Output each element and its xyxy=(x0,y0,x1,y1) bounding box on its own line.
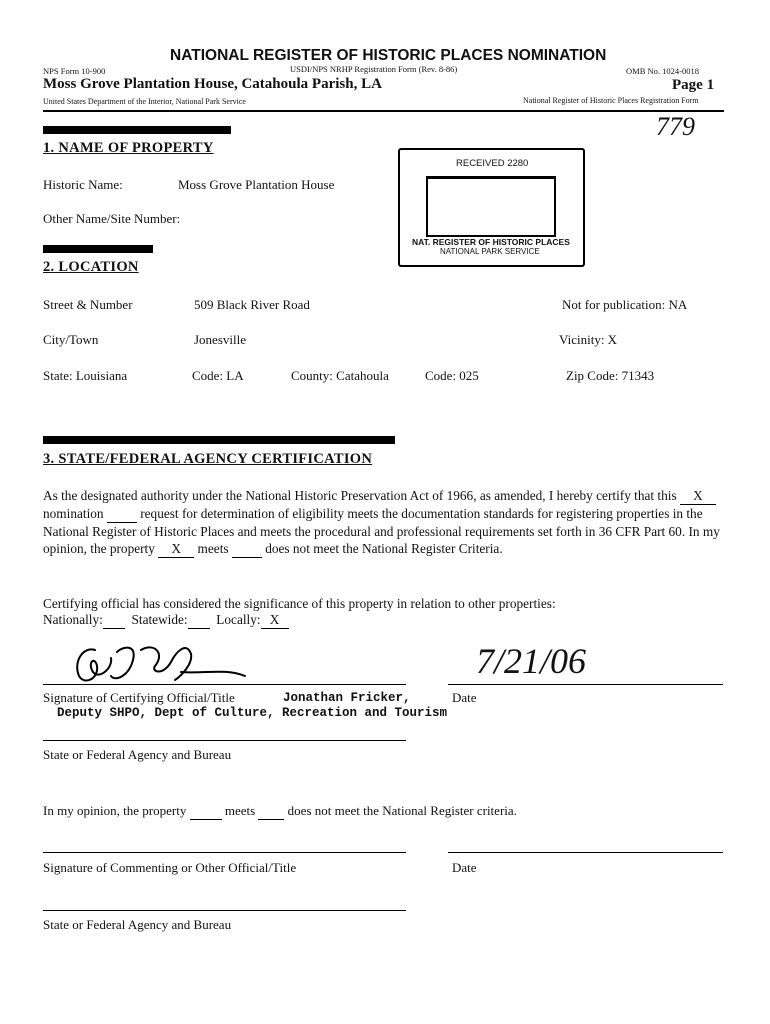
nationally-blank xyxy=(103,612,125,629)
commenting-label: Signature of Commenting or Other Official/Title xyxy=(43,860,297,875)
stamp-line2: NATIONAL PARK SERVICE xyxy=(440,247,540,256)
publication-status: Not for publication: NA xyxy=(562,297,688,312)
document-title: NATIONAL REGISTER OF HISTORIC PLACES NOMINATION xyxy=(170,47,607,64)
opinion-text-c: does not meet the National Register criteria. xyxy=(284,803,517,818)
statewide-label: Statewide: xyxy=(131,612,188,627)
stamp-inner-box xyxy=(426,176,556,237)
para-text-b: nomination xyxy=(43,506,107,521)
nomination-mark: X xyxy=(680,487,716,505)
section3-bar xyxy=(43,436,395,444)
commenting-date-label: Date xyxy=(452,860,477,875)
section3-heading: 3. STATE/FEDERAL AGENCY CERTIFICATION xyxy=(43,451,373,467)
handwritten-number: 779 xyxy=(656,112,695,141)
historic-name-label: Historic Name: xyxy=(43,177,123,192)
state-field: State: Louisiana xyxy=(43,368,128,383)
para-text-e: does not meet the National Register Criteria. xyxy=(261,541,503,556)
county-code: Code: 025 xyxy=(425,368,479,383)
vicinity: Vicinity: X xyxy=(559,332,618,347)
agency-label-2: State or Federal Agency and Bureau xyxy=(43,917,232,932)
meets-mark: X xyxy=(158,540,194,558)
opinion-text-b: meets xyxy=(221,803,259,818)
handwritten-date: 7/21/06 xyxy=(476,641,587,681)
request-blank xyxy=(107,505,137,523)
opinion-text-a: In my opinion, the property xyxy=(43,803,190,818)
stamp-received: RECEIVED 2280 xyxy=(456,158,529,169)
handwritten-signature xyxy=(55,632,255,692)
opinion-not-meet-blank xyxy=(258,803,284,820)
nationally-label: Nationally: xyxy=(43,612,103,627)
state-code: Code: LA xyxy=(192,368,244,383)
agency-line-2 xyxy=(43,910,406,911)
property-heading: Moss Grove Plantation House, Catahoula Parish, LA xyxy=(43,76,382,92)
city-value: Jonesville xyxy=(194,332,246,347)
section2-heading: 2. LOCATION xyxy=(43,259,139,275)
para-text-d: meets xyxy=(194,541,232,556)
opinion-line xyxy=(43,803,517,820)
agency-label: State or Federal Agency and Bureau xyxy=(43,747,232,762)
city-label: City/Town xyxy=(43,332,99,347)
received-stamp xyxy=(398,148,585,267)
significance-levels xyxy=(43,612,289,629)
zip-code: Zip Code: 71343 xyxy=(566,368,655,383)
official-name: Jonathan Fricker, xyxy=(283,691,411,705)
form-number: NPS Form 10-900 xyxy=(43,66,106,76)
locally-label: Locally: xyxy=(216,612,261,627)
para-text-c: request for determination of eligibility meets the documentation standards for registering properties in the National Register of Historic Places and meets the procedural and professional requirements set forth in 36 CFR Part 60. In my opinion, the property xyxy=(43,506,720,556)
para-text-a: As the designated authority under the National Historic Preservation Act of 1966, as amended, I hereby certify that this xyxy=(43,488,680,503)
does-not-meet-blank xyxy=(232,540,262,558)
department-line: United States Department of the Interior, National Park Service xyxy=(43,97,246,106)
stamp-line1: NAT. REGISTER OF HISTORIC PLACES xyxy=(412,237,570,247)
certification-paragraph xyxy=(43,487,723,558)
commenting-date-line xyxy=(448,852,723,853)
section1-heading: 1. NAME OF PROPERTY xyxy=(43,140,214,156)
omb-number: OMB No. 1024-0018 xyxy=(626,66,699,76)
date-label: Date xyxy=(452,690,477,705)
opinion-meets-blank xyxy=(190,803,222,820)
signature-line xyxy=(43,684,406,685)
commenting-signature-line xyxy=(43,852,406,853)
other-name-label: Other Name/Site Number: xyxy=(43,211,181,226)
form-name: National Register of Historic Places Registration Form xyxy=(523,96,699,105)
date-line xyxy=(448,684,723,685)
historic-name-value: Moss Grove Plantation House xyxy=(178,177,335,192)
page-number: Page 1 xyxy=(672,77,715,93)
statewide-blank xyxy=(188,612,210,629)
official-title: Deputy SHPO, Dept of Culture, Recreation and Tourism xyxy=(57,706,448,720)
county-field: County: Catahoula xyxy=(291,368,389,383)
agency-line xyxy=(43,740,406,741)
locally-mark: X xyxy=(261,612,289,629)
signature-label: Signature of Certifying Official/Title xyxy=(43,690,235,705)
header-rule xyxy=(43,110,724,112)
section2-bar xyxy=(43,245,153,253)
section1-bar xyxy=(43,126,231,134)
street-value: 509 Black River Road xyxy=(194,297,310,312)
street-label: Street & Number xyxy=(43,297,133,312)
significance-line: Certifying official has considered the significance of this property in relation to other properties: xyxy=(43,596,556,611)
form-revision: USDI/NPS NRHP Registration Form (Rev. 8-86) xyxy=(290,64,458,74)
